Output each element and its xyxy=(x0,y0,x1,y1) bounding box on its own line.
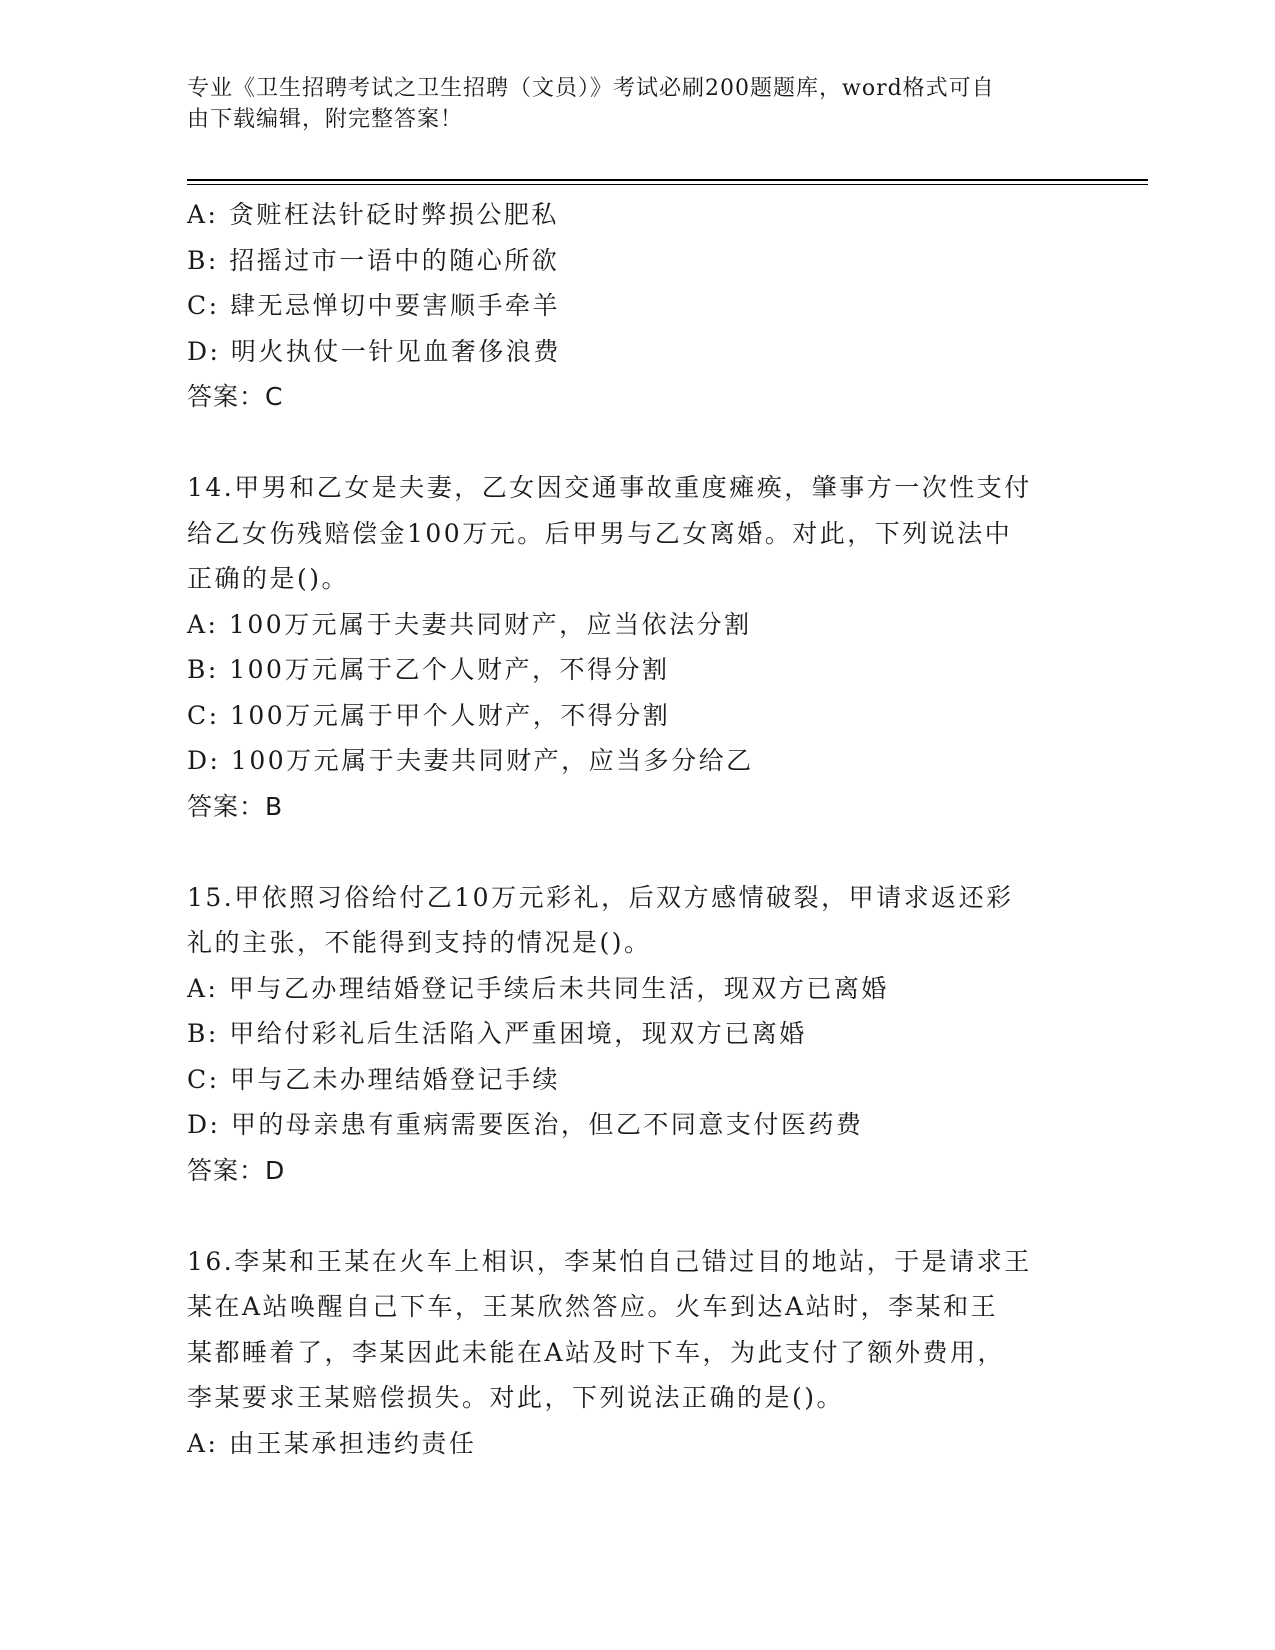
spacer xyxy=(187,829,1087,875)
option-c: C: 肆无忌惮切中要害顺手牵羊 xyxy=(187,291,560,320)
header-title-line-1: 专业《卫生招聘考试之卫生招聘（文员）》考试必刷200题题库，word格式可自 xyxy=(187,76,995,101)
header-title-line-2: 由下载编辑，附完整答案！ xyxy=(187,107,464,132)
option-b: B: 100万元属于乙个人财产，不得分割 xyxy=(187,655,670,684)
option-b: B: 招摇过市一语中的随心所欲 xyxy=(187,245,560,275)
question-16 xyxy=(187,1239,1087,1467)
header-divider-thin xyxy=(187,184,1148,185)
option-d: D: 甲的母亲患有重病需要医治，但乙不同意支付医药费 xyxy=(187,1110,864,1139)
option-a: A: 甲与乙办理结婚登记手续后未共同生活，现双方已离婚 xyxy=(187,973,889,1003)
question-stem-line: 某都睡着了，李某因此未能在A站及时下车，为此支付了额外费用， xyxy=(187,1337,1006,1367)
question-stem-line: 李某要求王某赔偿损失。对此，下列说法正确的是()。 xyxy=(187,1383,845,1412)
spacer xyxy=(187,1193,1087,1239)
question-15 xyxy=(187,875,1087,1194)
option-d: D: 明火执仗一针见血奢侈浪费 xyxy=(187,336,561,366)
question-stem-line: 16.李某和王某在火车上相识，李某怕自己错过目的地站，于是请求王 xyxy=(187,1246,1032,1276)
answer-line: 答案：B xyxy=(187,791,284,821)
option-b: B: 甲给付彩礼后生活陷入严重困境，现双方已离婚 xyxy=(187,1019,807,1048)
spacer xyxy=(187,420,1087,466)
question-13-continued xyxy=(187,192,1087,420)
option-c: C: 100万元属于甲个人财产，不得分割 xyxy=(187,700,671,730)
answer-line: 答案：C xyxy=(187,382,284,411)
option-a: A: 贪赃枉法针砭时弊损公肥私 xyxy=(187,200,559,229)
question-14 xyxy=(187,465,1087,829)
header-divider-thick xyxy=(187,179,1148,181)
document-body xyxy=(187,192,1087,1466)
question-stem-line: 给乙女伤残赔偿金100万元。后甲男与乙女离婚。对此，下列说法中 xyxy=(187,518,1013,548)
option-c: C: 甲与乙未办理结婚登记手续 xyxy=(187,1064,560,1094)
option-a: A: 由王某承担违约责任 xyxy=(187,1428,477,1458)
option-a: A: 100万元属于夫妻共同财产，应当依法分割 xyxy=(187,609,752,639)
document-header xyxy=(187,73,1067,135)
question-stem-line: 14.甲男和乙女是夫妻，乙女因交通事故重度瘫痪，肇事方一次性支付 xyxy=(187,473,1032,502)
option-d: D: 100万元属于夫妻共同财产，应当多分给乙 xyxy=(187,746,754,775)
question-stem-line: 15.甲依照习俗给付乙10万元彩礼，后双方感情破裂，甲请求返还彩 xyxy=(187,882,1014,912)
question-stem-line: 礼的主张，不能得到支持的情况是()。 xyxy=(187,928,652,957)
question-stem-line: 某在A站唤醒自己下车，王某欣然答应。火车到达A站时，李某和王 xyxy=(187,1292,999,1321)
answer-line: 答案：D xyxy=(187,1155,286,1185)
question-stem-line: 正确的是()。 xyxy=(187,564,350,593)
